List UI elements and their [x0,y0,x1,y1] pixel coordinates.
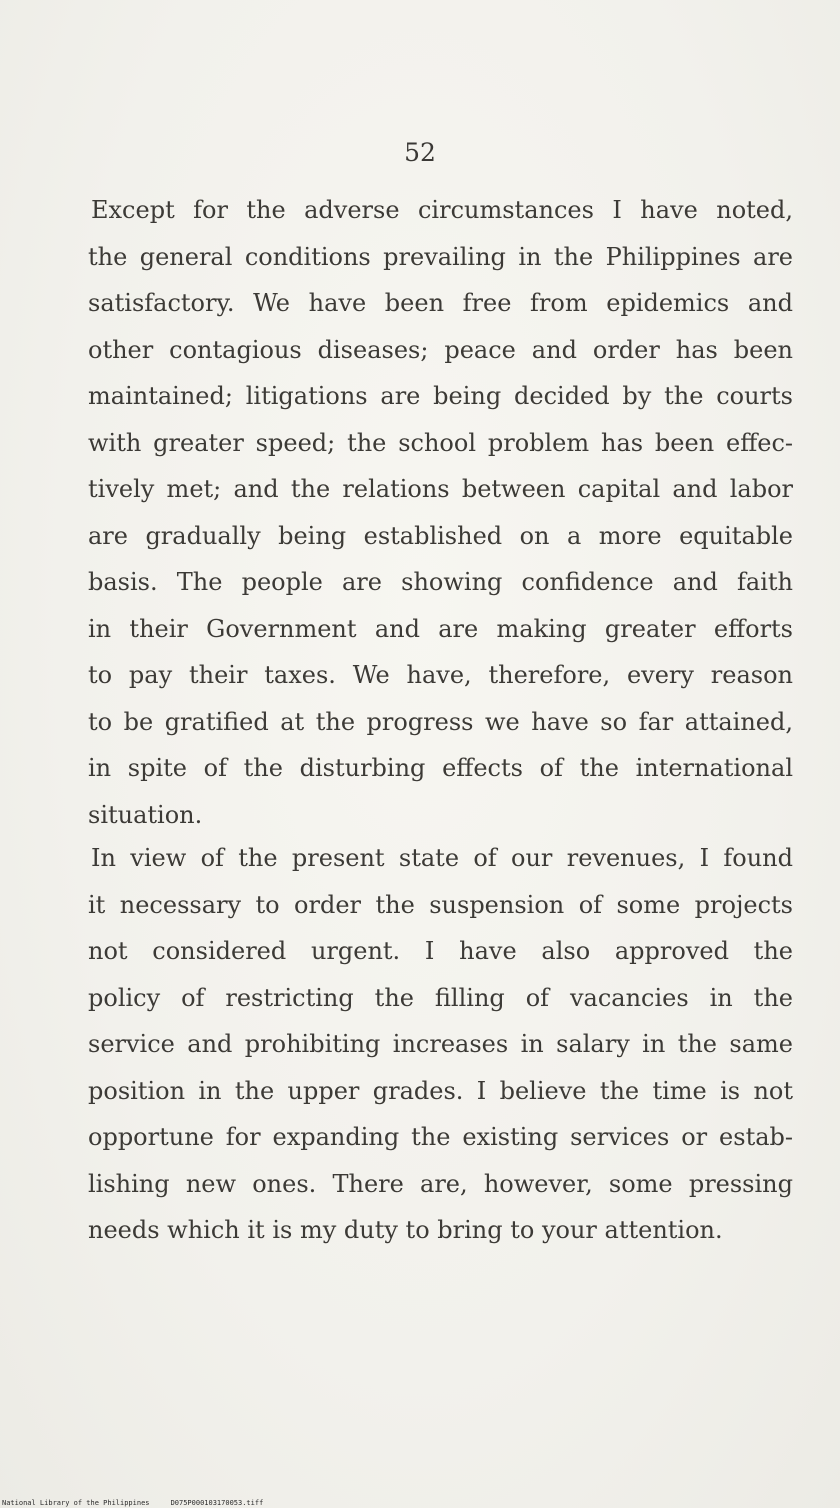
text-line: basis. The people are showing confidence and faith [88,568,793,596]
text-line: tively met; and the relations between capital and labor [88,475,793,503]
text-line: other contagious diseases; peace and order has been [88,335,793,364]
text-line: to pay their taxes. We have, therefore, every reason [88,661,793,689]
text-line: In view of the present state of our revenues, I found [91,844,793,872]
text-line: not considered urgent. I have also approved the [88,937,793,965]
text-line: lishing new ones. There are, however, some pressing [88,1169,793,1198]
text-line: with greater speed; the school problem has been effec- [88,428,793,457]
text-line: opportune for expanding the existing services or estab- [88,1123,793,1151]
text-line: in their Government and are making greater efforts [88,614,793,643]
text-line: to be gratified at the progress we have so far attained, [88,707,793,736]
text-line: it necessary to order the suspension of some projects [88,890,793,919]
text-line: Except for the adverse circumstances I have noted, [91,196,793,224]
text-line: situation. [88,800,203,829]
paragraph-1 [88,187,793,838]
text-line: needs which it is my duty to bring to your attention. [88,1216,723,1244]
scan-footer: National Library of the Philippines D075P000103170053.tiff [2,1499,264,1507]
text-line: policy of restricting the filling of vacancies in the [88,983,793,1012]
text-line: satisfactory. We have been free from epidemics and [88,289,793,317]
text-line: service and prohibiting increases in salary in the same [88,1030,793,1058]
page-number: 52 [404,138,436,167]
text-line: maintained; litigations are being decided by the courts [88,382,793,410]
text-line: in spite of the disturbing effects of the international [88,754,793,782]
text-line: the general conditions prevailing in the Philippines are [88,242,793,271]
paragraph-2 [88,835,793,1254]
text-line: position in the upper grades. I believe the time is not [88,1076,793,1105]
text-line: are gradually being established on a more equitable [88,521,793,550]
